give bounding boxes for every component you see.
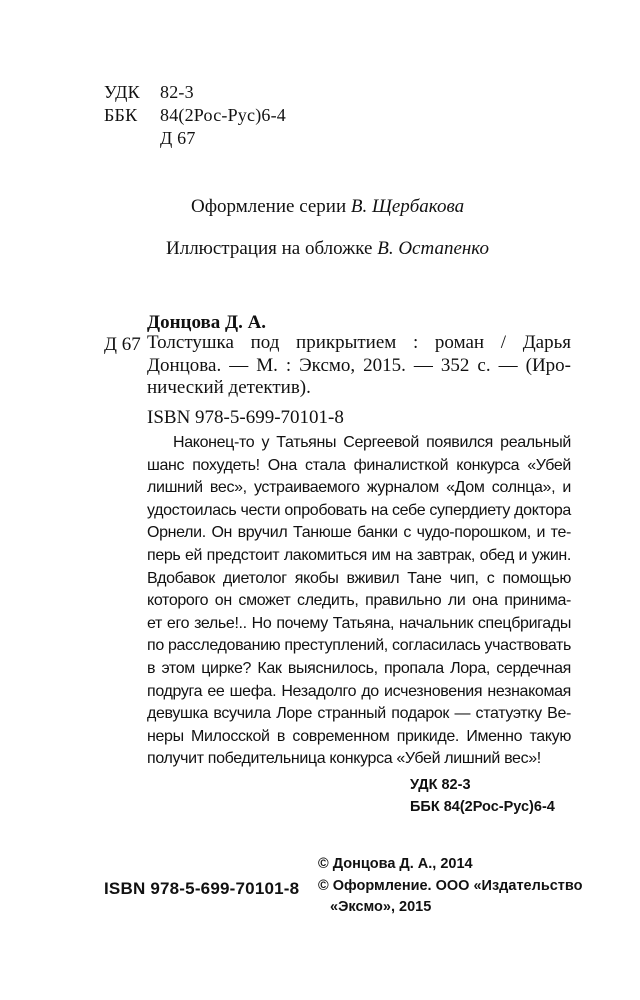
annotation-line: которого он сможет следить, правильно ли она принима-	[147, 592, 571, 610]
author-heading: Донцова Д. А.	[147, 312, 267, 333]
annotation-line: Вдобавок диетолог якобы вживил Тане чип, с помощью	[147, 569, 571, 587]
bib-line: Донцова. — М. : Эксмо, 2015. — 352 с. — (Иро-	[147, 354, 571, 376]
series-design-credit	[191, 196, 464, 218]
bbk-value: 84(2Рос-Рус)6-4	[160, 105, 286, 125]
udk-line	[104, 82, 194, 103]
annotation-line: лишний вес», устраиваемого журналом «Дом солнца», и	[147, 479, 571, 497]
annotation-line: девушка всучила Лоре странный подарок — статуэтку Ве-	[147, 705, 571, 723]
annotation-text	[147, 432, 571, 771]
annotation-line: в этом цирке? Как выяснилось, пропала Лора, сердечная	[147, 659, 571, 677]
annotation-line: Орнели. Он вручил Танюше банки с чудо-порошком, и те-	[147, 524, 571, 542]
annotation-line: неры Милосской в современном прикиде. Именно такую	[147, 727, 571, 745]
bib-line: Толстушка под прикрытием : роман / Дарья	[147, 332, 571, 353]
illustrator-name: В. Остапенко	[377, 238, 489, 259]
copyright-design: © Оформление. ООО «Издательство	[318, 878, 583, 894]
udk-value: 82-3	[160, 82, 194, 102]
bib-line: нический детектив).	[147, 377, 311, 398]
annotation-line: шанс похудеть! Она стала финалисткой конкурса «Убей	[147, 456, 571, 474]
annotation-line: получит победительница конкурса «Убей лишний вес»!	[147, 750, 541, 768]
bbk-bottom: ББК 84(2Рос-Рус)6-4	[410, 799, 555, 815]
annotation-line: перь ей предстоит лакомиться им на завтрак, обед и ужин.	[147, 546, 571, 564]
series-designer-name: В. Щербакова	[350, 196, 465, 217]
copyright-author: © Донцова Д. А., 2014	[318, 856, 473, 872]
author-mark: Д 67	[104, 334, 141, 355]
bibliographic-description	[147, 332, 571, 400]
author-mark-top: Д 67	[160, 128, 196, 148]
isbn-record: ISBN 978-5-699-70101-8	[147, 407, 344, 428]
annotation-line: Наконец-то у Татьяны Сергеевой появился реальный	[173, 434, 571, 451]
bbk-label: ББК	[104, 105, 138, 125]
bbk-line	[104, 105, 286, 126]
series-design-prefix: Оформление серии	[191, 196, 347, 217]
annotation-line: по расследованию преступлений, согласилась участвовать	[147, 637, 571, 655]
isbn-bottom: ISBN 978-5-699-70101-8	[104, 879, 300, 898]
annotation-line: подруга ее шефа. Незадолго до исчезновения незнакомая	[147, 682, 571, 700]
annotation-line: удостоилась чести опробовать на себе супердиету доктора	[147, 501, 571, 519]
annotation-line: ет его зелье!.. Но почему Татьяна, начальник спецбригады	[147, 614, 571, 632]
illustration-prefix: Иллюстрация на обложке	[166, 238, 373, 259]
udk-bottom: УДК 82-3	[410, 777, 471, 793]
udk-label: УДК	[104, 82, 140, 102]
copyright-publisher: «Эксмо», 2015	[330, 899, 432, 915]
cover-illustration-credit	[166, 238, 489, 260]
